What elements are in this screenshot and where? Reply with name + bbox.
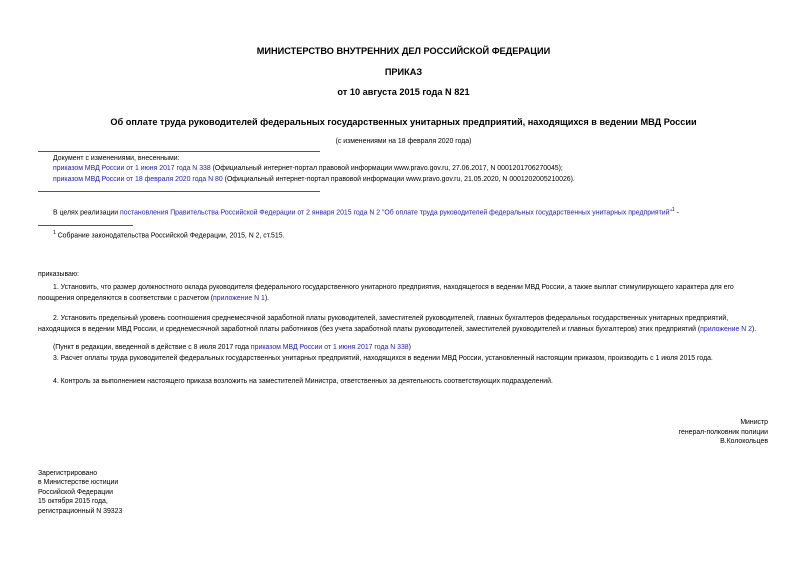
order-paragraph-4: 4. Контроль за выполнением настоящего приказа возложить на заместителей Министра, ответственных за деятельность соответствующих подразделений.	[53, 378, 553, 385]
footnote-ref[interactable]: 1	[671, 207, 675, 213]
registration-line-1: Зарегистрировано	[38, 470, 98, 477]
revision-note: (с изменениями на 18 февраля 2020 года)	[335, 138, 472, 145]
footnote-divider	[38, 225, 133, 226]
page-title: Об оплате труда руководителей федеральных государственных унитарных предприятий, находящихся в ведении МВД России	[110, 117, 697, 127]
ministry-heading: МИНИСТЕРСТВО ВНУТРЕННИХ ДЕЛ РОССИЙСКОЙ ФЕДЕРАЦИИ	[256, 46, 551, 56]
order-paragraph-3: 3. Расчет оплаты труда руководителей федеральных государственных унитарных предприятий, находящихся в ведении МВД России, установленный настоящим приказом, производить с 1 июля 2015 года.	[53, 355, 713, 362]
registration-line-3: Российской Федерации	[38, 488, 113, 496]
order-paragraph-2: 2. Установить предельный уровень соотношения среднемесячной заработной платы руководителей, заместителей руководителей, главных бухгалтеров федеральных государственных унитарных предприятий, находящихся в ведении МВД России, и среднемесячной заработной платы работников (без учета заработной платы руководителей, заместителей руководителей и главных бухгалтеров) этих предприятий (приложение N 2).	[38, 315, 757, 334]
appendix-2-link[interactable]: приложение N 2	[700, 326, 753, 334]
registration-line-4: 15 октября 2015 года,	[38, 498, 108, 506]
divider-bottom	[38, 191, 320, 192]
changes-intro: Документ с изменениями, внесенными:	[53, 155, 180, 162]
signature-rank: генерал-полковник полиции	[678, 429, 768, 436]
preamble: В целях реализации постановления Правительства Российской Федерации от 2 января 2015 года N 2 "Об оплате труда руководителей федеральных государственных унитарных предприятий"$^1$ -	[53, 207, 679, 217]
signature-name: В.Колокольцев	[720, 438, 768, 445]
signature-position: Министр	[740, 419, 768, 426]
registration-line-5: регистрационный N 39323	[38, 507, 123, 515]
change-link-2[interactable]: приказом МВД России от 18 февраля 2020 года N 80	[53, 176, 223, 183]
registration-block	[38, 469, 122, 516]
edit-note-link[interactable]: приказом МВД России от 1 июня 2017 года N 338	[250, 344, 409, 351]
divider-top	[38, 151, 320, 152]
registration-line-2: в Министерстве юстиции	[38, 479, 119, 487]
footnote: $^1$ Собрание законодательства Российской Федерации, 2015, N 2, ст.515.	[53, 230, 285, 240]
government-decree-link[interactable]: постановления Правительства Российской Федерации от 2 января 2015 года N 2 "Об оплате труда руководителей федеральных государственных унитарных предприятий"	[120, 209, 672, 217]
order-paragraph-1: 1. Установить, что размер должностного оклада руководителя федерального государственного унитарного предприятия, находящегося в ведении МВД России, а также выплат стимулирующего характера для его поощрения определяются в соответствии с расчетом (приложение N 1).	[38, 284, 734, 303]
change-item-2: приказом МВД России от 18 февраля 2020 года N 80 (Официальный интернет-портал правовой информации www.pravo.gov.ru, 21.05.2020, N 0001202005210026).	[53, 176, 575, 183]
change-item-1: приказом МВД России от 1 июня 2017 года N 338 (Официальный интернет-портал правовой информации www.pravo.gov.ru, 27.06.2017, N 0001201706270045);	[53, 165, 563, 172]
doc-type-heading: ПРИКАЗ	[384, 67, 423, 77]
appendix-1-link[interactable]: приложение N 1	[213, 295, 265, 303]
date-number-heading: от 10 августа 2015 года N 821	[337, 87, 470, 97]
paragraph-2-edit-note: (Пункт в редакции, введенной в действие с 8 июля 2017 года приказом МВД России от 1 июня 2017 года N 338)	[53, 344, 411, 351]
order-lead: приказываю:	[38, 271, 79, 278]
change-link-1[interactable]: приказом МВД России от 1 июня 2017 года N 338	[53, 165, 211, 172]
